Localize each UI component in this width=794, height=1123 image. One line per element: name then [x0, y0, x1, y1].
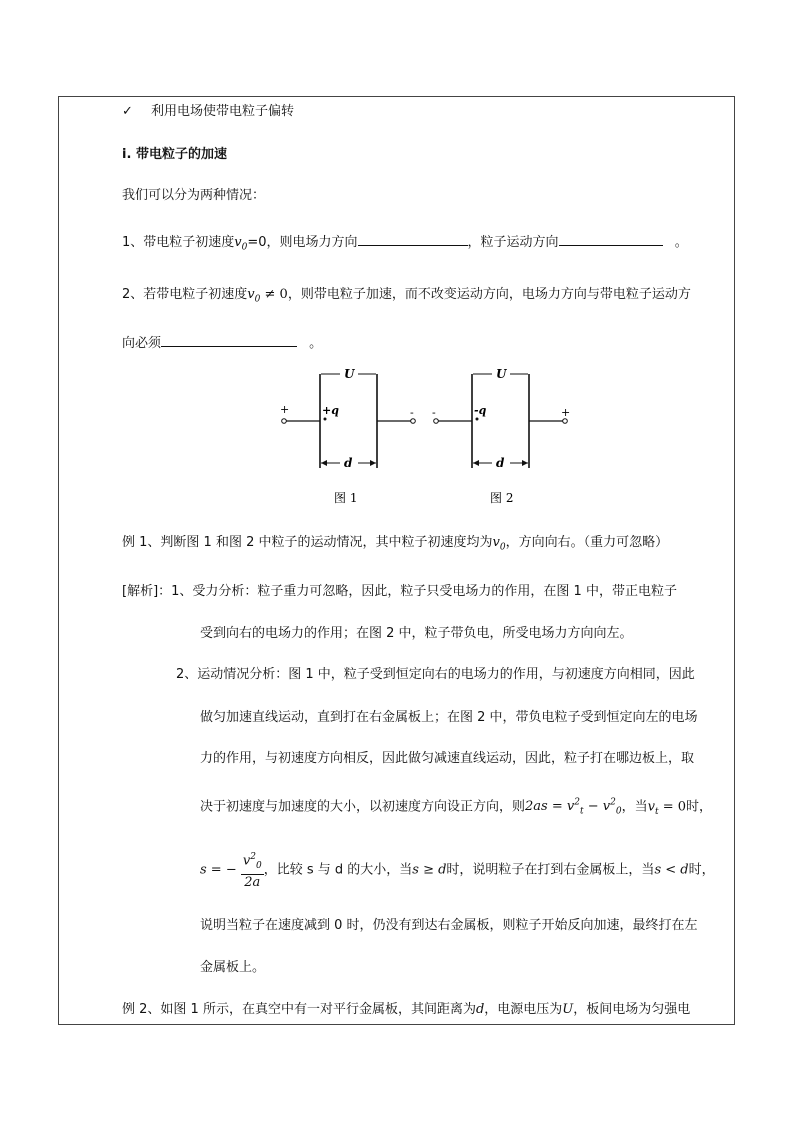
fig2-u-label: U — [496, 367, 507, 381]
analysis-line7b: 时，说明粒子在打到右金属板上，当 — [446, 862, 655, 878]
case2-end: 。 — [309, 336, 323, 351]
case2-sub: 0 — [254, 294, 261, 305]
header-line — [122, 103, 294, 121]
fig2-left-sign: - — [432, 406, 436, 419]
case2-prefix: 2、若带电粒子初速度 — [122, 287, 248, 302]
vt-eq: = 0 — [658, 799, 686, 815]
frac-num-sub: 0 — [255, 860, 262, 871]
vt-sub: t — [654, 806, 659, 817]
example2-text: 例 2、如图 1 所示，在真空中有一对平行金属板，其间距离为 — [122, 1002, 476, 1017]
header-title: 利用电场使带电粒子偏转 — [151, 104, 295, 119]
analysis-line6 — [200, 794, 712, 821]
case1-line — [122, 232, 688, 257]
formula1-sup-1: 2 — [574, 798, 580, 808]
case1-sub: 0 — [241, 242, 248, 253]
fraction-numerator — [241, 849, 264, 875]
cond-ge: s ≥ d — [412, 862, 447, 878]
analysis-line3: 2、运动情况分析：图 1 中，粒子受到恒定向右的电场力的作用，与初速度方向相同，因此 — [176, 667, 695, 682]
case2-line — [122, 286, 691, 309]
example2-line — [122, 1001, 690, 1019]
fig1-charge: +q — [322, 404, 339, 417]
analysis-line1: [解析]：1、受力分析：粒子重力可忽略，因此，粒子只受电场力的作用，在图 1 中，带正电粒子 — [122, 584, 677, 599]
case2-rest: ，则带电粒子加速，而不改变运动方向，电场力方向与带电粒子运动方 — [287, 287, 691, 302]
analysis-line4: 做匀加速直线运动，直到打在右金属板上；在图 2 中，带负电粒子受到恒定向左的电场 — [200, 710, 698, 725]
example1-var: v — [492, 535, 500, 550]
fig1-left-sign: + — [280, 403, 290, 416]
section-number: i. — [122, 147, 132, 162]
example2-mid: ，电源电压为 — [484, 1002, 563, 1017]
analysis-line6c: 时， — [686, 799, 713, 815]
fraction-denominator: 2a — [244, 874, 261, 890]
capacitor-figures — [270, 360, 580, 510]
example1-text: 例 1、判断图 1 和图 2 中粒子的运动情况，其中粒子初速度均为 — [122, 535, 493, 550]
fig1-d-label: d — [344, 456, 353, 470]
formula1-part1: 2as = v — [525, 799, 575, 815]
analysis-line9: 金属板上。 — [200, 960, 266, 975]
analysis-line6b: ，当 — [621, 799, 648, 815]
case1-mid2: ，粒子运动方向 — [467, 235, 559, 250]
case1-end: 。 — [674, 235, 688, 250]
check-icon: ✓ — [122, 104, 133, 119]
section-heading — [122, 146, 227, 164]
cond-lt: s < d — [654, 862, 689, 878]
example1-line — [122, 534, 668, 557]
analysis-line7c: 时， — [688, 862, 715, 878]
example2-d: d — [475, 1002, 485, 1017]
case1-prefix: 1、带电粒子初速度 — [122, 235, 235, 250]
formula1-sup-2: 2 — [610, 798, 616, 808]
analysis-line7 — [200, 849, 715, 891]
s-eq: s = − — [200, 862, 237, 878]
vt-var: v — [647, 799, 655, 815]
formula-1 — [525, 798, 622, 817]
case2-blank[interactable] — [161, 333, 297, 347]
fig2-charge: -q — [474, 404, 487, 417]
figure-1 — [280, 367, 415, 505]
case2-line2 — [122, 333, 322, 353]
fig1-caption: 图 1 — [334, 491, 358, 505]
example2-rest: ，板间电场为匀强电 — [573, 1002, 691, 1017]
fig2-right-sign: + — [561, 406, 571, 419]
intro-text: 我们可以分为两种情况： — [122, 188, 266, 203]
figure-2 — [432, 367, 570, 505]
fig1-right-sign: - — [410, 406, 414, 419]
formula1-sub-t: t — [579, 806, 584, 817]
case1-mid: =0，则电场力方向 — [247, 235, 358, 250]
case1-var: v — [234, 235, 242, 250]
example1-rest: ，方向向右。（重力可忽略） — [505, 535, 669, 550]
frac-num-sup: 2 — [250, 852, 256, 862]
analysis-line7a: ，比较 s 与 d 的大小，当 — [263, 862, 413, 878]
case2-cond: ≠ 0 — [260, 287, 288, 302]
example2-u: U — [562, 1002, 574, 1017]
frac-num-var: v — [242, 853, 251, 869]
velocity-fraction — [241, 849, 264, 891]
formula1-sub-0: 0 — [615, 806, 622, 817]
fig1-u-label: U — [344, 367, 355, 381]
analysis-line6-text: 决于初速度与加速度的大小，以初速度方向设正方向，则 — [200, 799, 526, 815]
case1-blank-2[interactable] — [559, 232, 663, 246]
case2-line2-text: 向必须 — [122, 336, 162, 351]
analysis-line5: 力的作用，与初速度方向相反，因此做匀减速直线运动，因此，粒子打在哪边板上，取 — [200, 751, 695, 766]
formula1-mid: − v — [583, 799, 611, 815]
fig2-caption: 图 2 — [490, 491, 514, 505]
example1-sub: 0 — [499, 542, 506, 553]
case1-blank-1[interactable] — [358, 232, 468, 246]
analysis-line8: 说明当粒子在速度减到 0 时，仍没有到达右金属板，则粒子开始反向加速，最终打在左 — [200, 918, 698, 933]
fig2-d-label: d — [496, 456, 505, 470]
case2-var: v — [247, 287, 255, 302]
analysis-line2: 受到向右的电场力的作用；在图 2 中，粒子带负电，所受电场力方向向左。 — [200, 626, 633, 641]
section-title: 带电粒子的加速 — [135, 147, 227, 162]
